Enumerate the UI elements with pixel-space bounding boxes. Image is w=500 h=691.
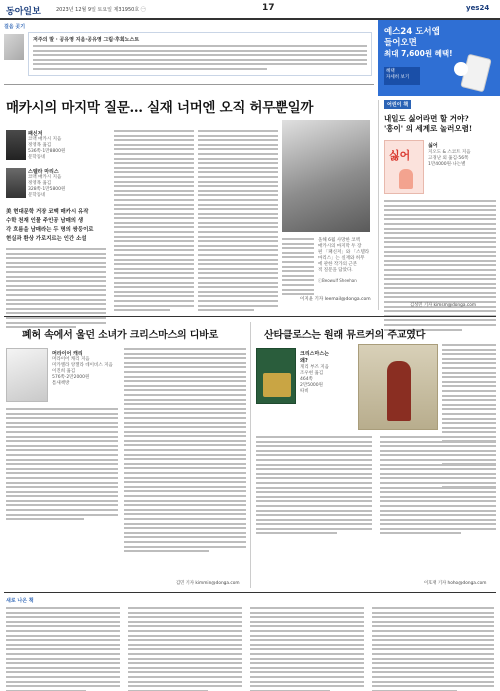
ad-line1: 예스24 도서앱	[384, 27, 440, 37]
column-title: 저주의 말 · 공유영 지음·공유영 그림·후회노스트	[33, 37, 140, 43]
middle-right-book-cover-ornament	[263, 373, 291, 397]
book1-meta: 코맥 매카시 지음 정영목 옮김 536쪽·1만8800원 문학동네	[28, 137, 66, 160]
middle-right-text-col3	[380, 436, 496, 537]
new-books-col1	[6, 607, 120, 691]
right-column-byline: 김성민 기자 kimsm@donga.com	[410, 303, 477, 308]
right-column-headline: 내일도 싫어라면 할 거야? '흥이' 의 세계로 놀러오렴!	[384, 114, 473, 133]
author-photo-credit: ⓒBeowulf Sheehan	[318, 278, 357, 283]
right-column-divider	[378, 100, 379, 310]
middle-right-text-col1	[256, 436, 372, 537]
middle-left-book-cover	[6, 348, 48, 402]
new-books-col4	[372, 607, 494, 691]
ad-cta-button[interactable]: 혜택 자세히 보기	[384, 67, 420, 85]
main-text-col1	[6, 248, 106, 331]
right-column-text	[384, 200, 496, 333]
main-lead: 美 현대문학 거장 코맥 매카시 유작 수학 천재 인물 주인공 남매의 생 각 흐름을 남매라는 두 명의 쌍둥이로 현실과 환상 가로지르는 인간 소설	[6, 209, 94, 242]
right-book-cover-figure	[399, 169, 413, 189]
middle-left-text-col2	[124, 348, 246, 555]
right-column-tag: 어린이 책	[384, 100, 411, 109]
right-book-cover-text: 싫어	[389, 149, 411, 162]
middle-left-headline: 폐허 속에서 울던 소녀가 크리스마스의 디바로	[22, 330, 219, 341]
middle-right-book-title: 크리스마스는 왜?	[300, 351, 329, 364]
book2-title: 스텔라 마리스	[28, 169, 59, 175]
middle-left-book-meta: 머라이어 캐리 지음 미카엘라 앙젤라 데이비스 지음 이진희 옮김 576쪽·2만2000원 틈새책방	[52, 357, 113, 386]
new-books-col3	[250, 607, 364, 691]
middle-left-text-col1	[6, 408, 118, 523]
paper-name: 동아일보	[6, 7, 41, 17]
column-thumbnail	[4, 34, 24, 60]
top-left-column	[4, 22, 374, 80]
new-books-tag: 새로 나온 책	[6, 598, 34, 604]
rule-2	[4, 316, 496, 317]
middle-right-byline: 이호재 기자 hoho@donga.com	[424, 581, 487, 586]
illustration-figure	[387, 361, 411, 421]
main-headline: 매카시의 마지막 질문… 실재 너머엔 오직 허무뿐일까	[6, 100, 314, 116]
main-byline: 이지윤 기자 leemail@donga.com	[300, 297, 371, 302]
section-tag: 걸음 곳기	[4, 24, 26, 30]
middle-left-book-title: 머라이어 캐리	[52, 351, 83, 357]
middle-right-headline: 산타클로스는 원래 뮤르커의 주교였다	[264, 330, 426, 341]
book1-cover	[6, 130, 26, 160]
main-text-col2	[114, 130, 194, 314]
main-text-under-photo	[282, 238, 314, 298]
yes24-logo: yes24	[466, 4, 490, 12]
book2-meta: 코맥 매카시 지음 정영목 옮김 328쪽·1만5800원 문학동네	[28, 175, 66, 198]
middle-right-book-cover	[256, 348, 296, 404]
yes24-badge-icon	[454, 62, 468, 76]
book2-cover	[6, 168, 26, 198]
author-photo	[282, 120, 370, 232]
page-number: 17	[262, 3, 275, 13]
rule-1	[4, 84, 374, 85]
yes24-ad	[378, 20, 500, 96]
right-book-meta: 지오도 & 스코트 지음 고경난 외 옮김·56쪽 1만4000원·나는별	[428, 150, 471, 167]
new-books-col2	[128, 607, 242, 691]
column-text	[33, 45, 367, 73]
book1-title: 패신저	[28, 131, 43, 137]
middle-right-book-meta: 게리 부즈 지음 조우현 옮김 464쪽 2만5000원 따비	[300, 365, 329, 394]
column-box	[28, 32, 372, 76]
middle-divider	[250, 322, 251, 588]
author-photo-caption: 올해 6월 사망한 코맥 매카시의 마지막 두 장 편 「패신저」와 「스텔라 마리스」는 실재와 허무 에 관한 작가의 근본 적 질문을 담았다.	[318, 238, 370, 273]
middle-left-byline: 김민 기자 kimmin@donga.com	[176, 581, 240, 586]
right-book-title: 싫어	[428, 143, 438, 149]
date-line: 2023년 12월 9일 토요일 제31950호 ㊀	[56, 7, 146, 13]
ad-line3: 최대 7,600원 혜택!	[384, 49, 453, 58]
main-text-col3	[198, 130, 278, 314]
middle-right-illustration	[358, 344, 438, 430]
rule-3	[4, 592, 496, 593]
ad-line2: 들어오면	[384, 38, 417, 48]
right-book-cover	[384, 140, 424, 194]
